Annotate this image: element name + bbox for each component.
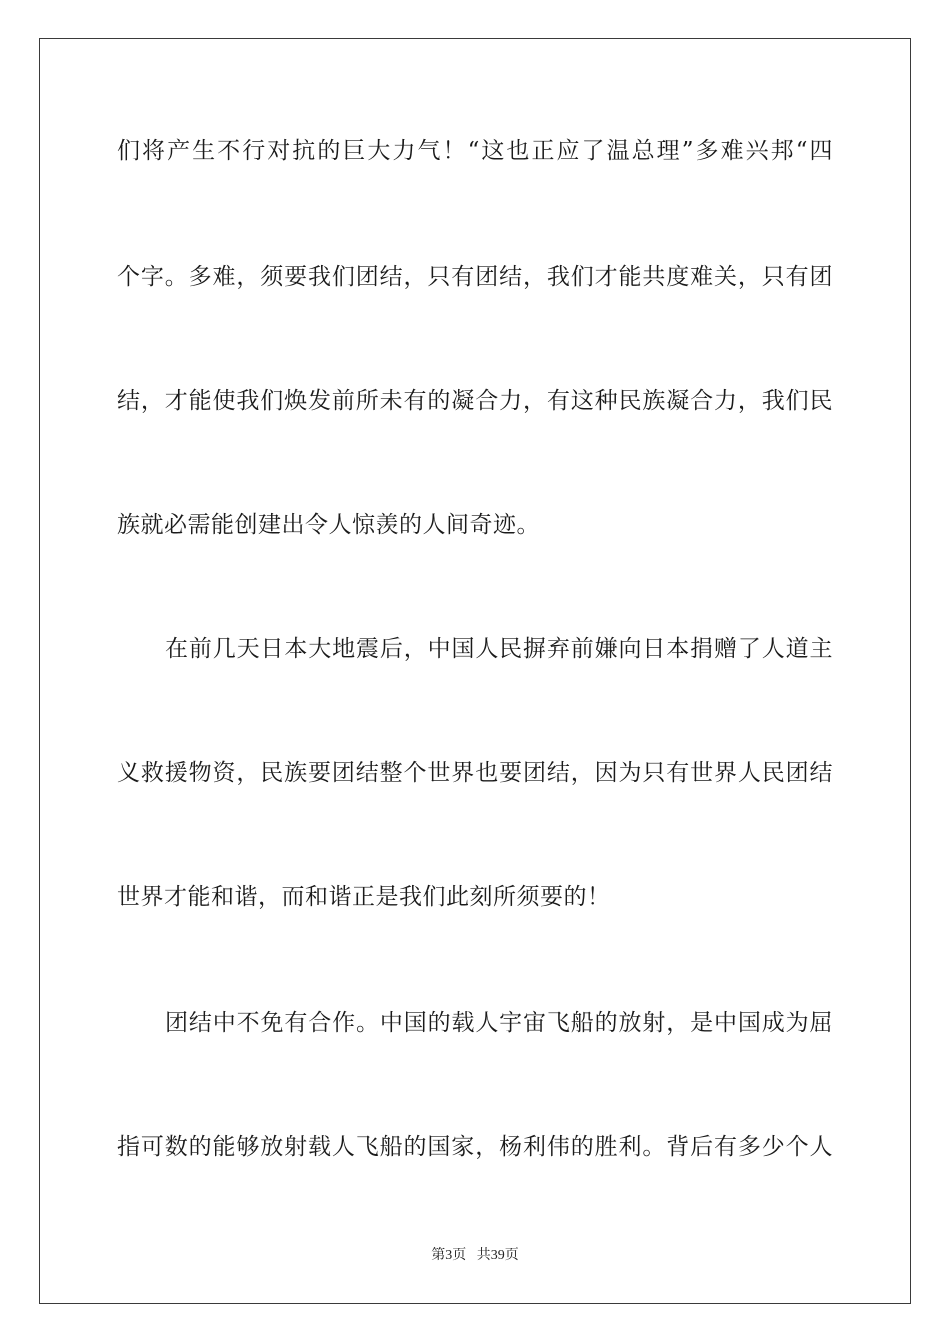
paragraph-line-7: 世界才能和谐，而和谐正是我们此刻所须要的！ [117,884,611,910]
paragraph-line-3: 结，才能使我们焕发前所未有的凝合力，有这种民族凝合力，我们民 [117,388,833,414]
paragraph-line-6: 义救援物资，民族要团结整个世界也要团结，因为只有世界人民团结 [117,760,833,786]
paragraph-line-4: 族就必需能创建出令人惊羡的人间奇迹。 [117,512,540,538]
total-pages: 共39页 [476,1248,519,1263]
page-number: 第3页 [431,1248,467,1263]
paragraph-line-9: 指可数的能够放射载人飞船的国家，杨利伟的胜利。背后有多少个人 [117,1134,833,1160]
paragraph-line-1: 们将产生不行对抗的巨大力气！“这也正应了温总理”多难兴邦“四 [117,138,833,164]
page-footer [0,1247,950,1265]
paragraph-line-8: 团结中不免有合作。中国的载人宇宙飞船的放射，是中国成为屈 [165,1010,833,1036]
paragraph-line-5: 在前几天日本大地震后，中国人民摒弃前嫌向日本捐赠了人道主 [165,636,833,662]
paragraph-line-2: 个字。多难，须要我们团结，只有团结，我们才能共度难关，只有团 [117,264,833,290]
page-border [39,38,911,1304]
